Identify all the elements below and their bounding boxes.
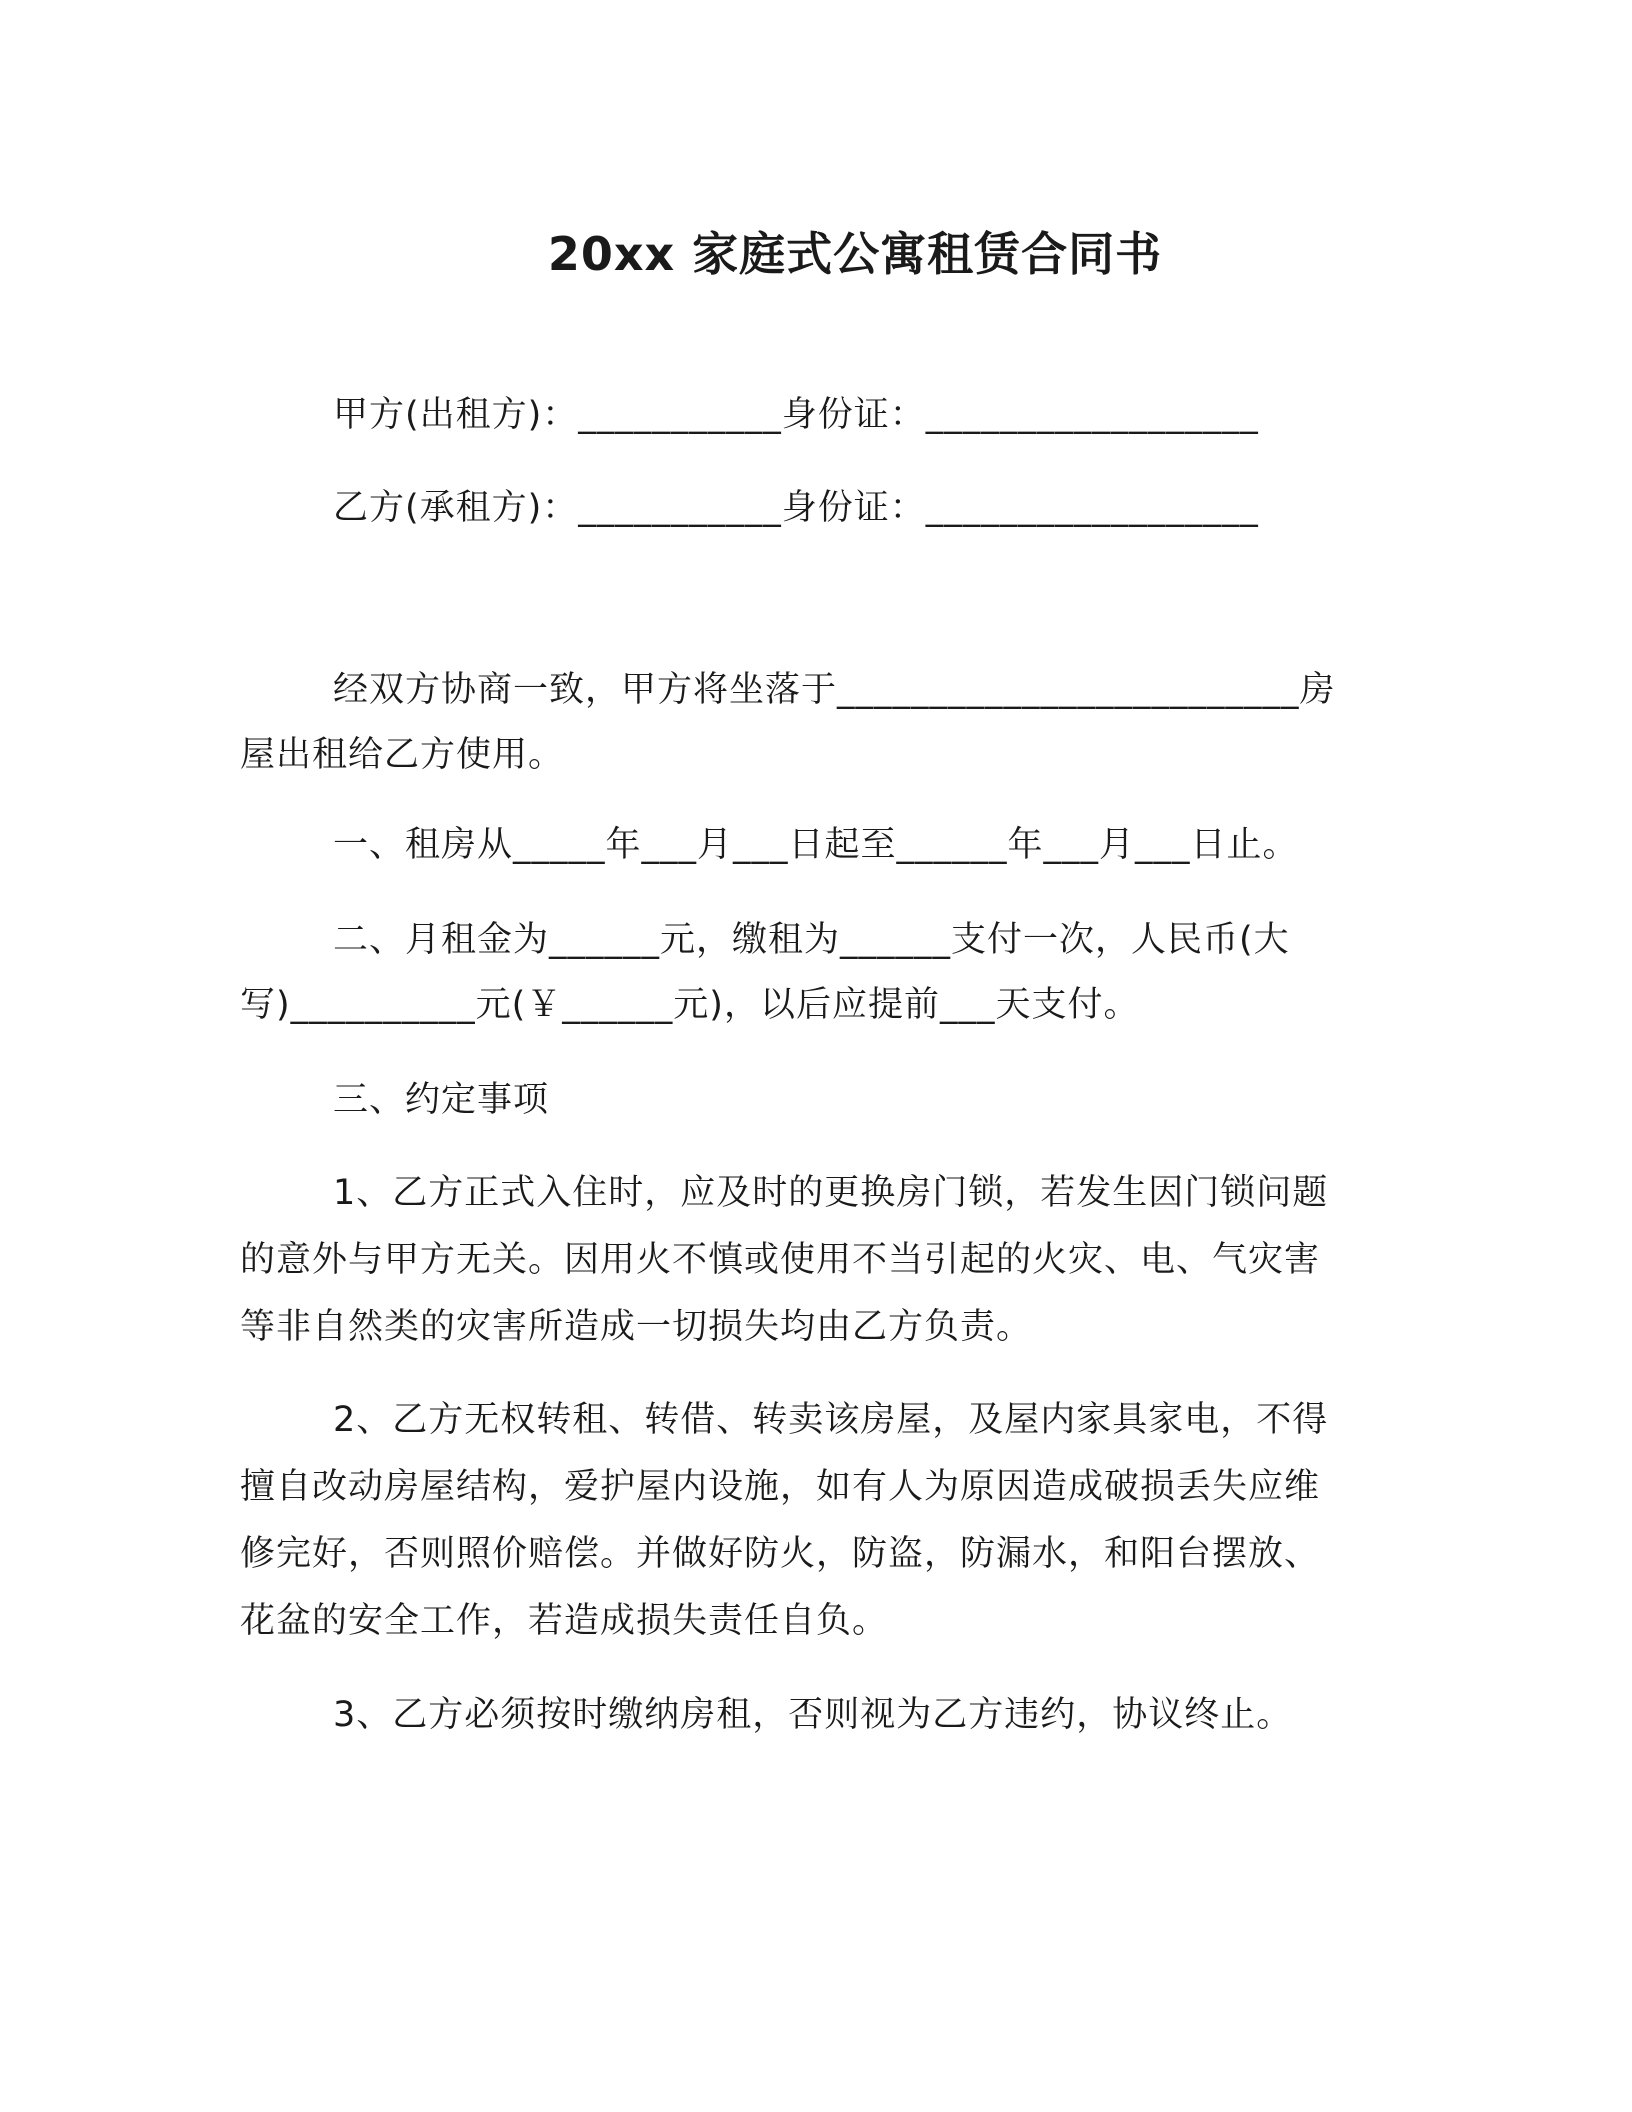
clause-3-heading: 三、约定事项 [333, 1080, 550, 1120]
item-1-line-3: 等非自然类的灾害所造成一切损失均由乙方负责。 [240, 1307, 1033, 1347]
item-2-line-2: 擅自改动房屋结构，爱护屋内设施，如有人为原因造成破损丢失应维 [240, 1467, 1321, 1507]
item-1-line-2: 的意外与甲方无关。因用火不慎或使用不当引起的火灾、电、气灾害 [240, 1240, 1321, 1280]
intro-line-2: 屋出租给乙方使用。 [240, 735, 565, 775]
document-title: 20xx 家庭式公寓租赁合同书 [547, 227, 1163, 281]
item-3-line: 3、乙方必须按时缴纳房租，否则视为乙方违约，协议终止。 [333, 1695, 1293, 1735]
item-2-line-1: 2、乙方无权转租、转借、转卖该房屋，及屋内家具家电，不得 [333, 1400, 1329, 1440]
clause-2-line-2: 写)__________元(￥______元)，以后应提前___天支付。 [240, 985, 1140, 1025]
item-2-line-3: 修完好，否则照价赔偿。并做好防火，防盗，防漏水，和阳台摆放、 [240, 1534, 1321, 1574]
item-1-line-1: 1、乙方正式入住时，应及时的更换房门锁，若发生因门锁问题 [333, 1173, 1329, 1213]
party-b-line: 乙方(承租方)：___________身份证：__________________ [333, 488, 1259, 528]
item-2-line-4: 花盆的安全工作，若造成损失责任自负。 [240, 1601, 889, 1641]
party-a-line: 甲方(出租方)：___________身份证：__________________ [333, 395, 1259, 435]
intro-line-1: 经双方协商一致，甲方将坐落于_________________________房 [333, 670, 1336, 710]
clause-2-line-1: 二、月租金为______元，缴租为______支付一次，人民币(大 [333, 920, 1290, 960]
clause-1-rental-period: 一、租房从_____年___月___日起至______年___月___日止。 [333, 825, 1299, 865]
